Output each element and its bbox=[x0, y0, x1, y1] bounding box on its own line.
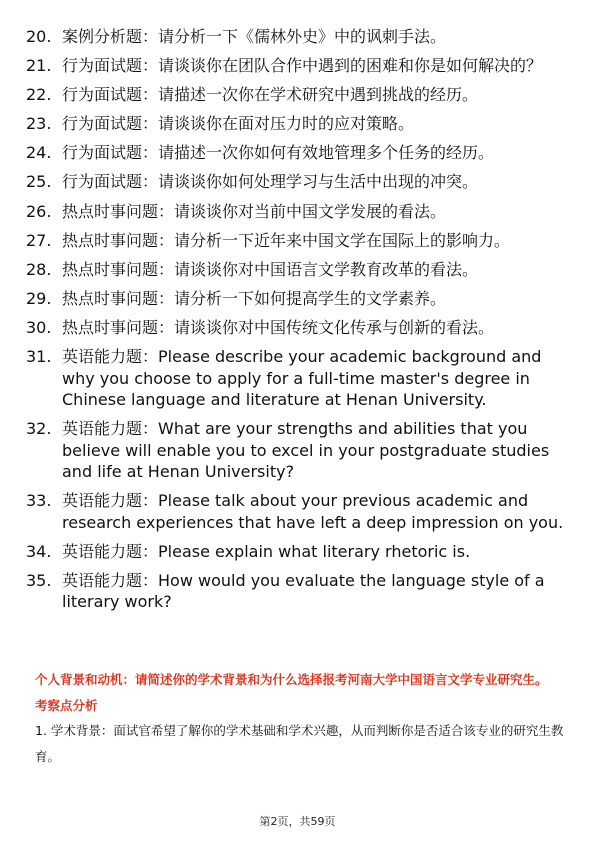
question-item bbox=[26, 171, 571, 193]
question-number: 23. bbox=[26, 114, 52, 134]
question-item bbox=[26, 346, 571, 411]
question-number: 21. bbox=[26, 56, 52, 76]
question-item bbox=[26, 84, 571, 106]
question-number: 25. bbox=[26, 172, 52, 192]
question-text: 行为面试题：请谈谈你在团队合作中遇到的困难和你是如何解决的？ bbox=[62, 56, 543, 76]
question-list bbox=[26, 26, 571, 621]
question-item bbox=[26, 541, 571, 563]
question-text: 热点时事问题：请分析一下如何提高学生的文学素养。 bbox=[62, 288, 447, 308]
question-item bbox=[26, 490, 571, 533]
question-text: 行为面试题：请描述一次你如何有效地管理多个任务的经历。 bbox=[62, 143, 495, 163]
section-subtitle: 考察点分析 bbox=[35, 698, 98, 713]
question-item bbox=[26, 55, 571, 77]
page-footer: 第2页，共59页 bbox=[259, 815, 336, 828]
question-number: 30. bbox=[26, 317, 52, 337]
question-item bbox=[26, 201, 571, 223]
question-number: 20. bbox=[26, 27, 52, 46]
question-text: 热点时事问题：请分析一下近年来中国文学在国际上的影响力。 bbox=[62, 230, 511, 250]
question-text: 英语能力题：Please describe your academic background and why you choose to apply for a full-time master's degree in Chinese language and literature at Henan University. bbox=[62, 347, 542, 410]
question-number: 22. bbox=[26, 85, 52, 105]
question-text: 行为面试题：请谈谈你如何处理学习与生活中出现的冲突。 bbox=[62, 172, 479, 192]
question-item bbox=[26, 317, 571, 339]
answer-section bbox=[35, 670, 571, 770]
question-number: 34. bbox=[26, 541, 52, 561]
question-text: 英语能力题：Please explain what literary rhetoric is. bbox=[62, 541, 471, 561]
question-number: 27. bbox=[26, 230, 52, 250]
question-item bbox=[26, 230, 571, 252]
section-paragraph: 1. 学术背景：面试官希望了解你的学术基础和学术兴趣，从而判断你是否适合该专业的研究生教育。 bbox=[35, 723, 564, 764]
question-number: 31. bbox=[26, 347, 52, 367]
question-text: 热点时事问题：请谈谈你对中国传统文化传承与创新的看法。 bbox=[62, 317, 495, 337]
question-item bbox=[26, 259, 571, 281]
question-item bbox=[26, 26, 571, 48]
question-text: 行为面试题：请谈谈你在面对压力时的应对策略。 bbox=[62, 114, 415, 134]
question-text: 英语能力题：How would you evaluate the language style of a literary work? bbox=[62, 570, 545, 612]
question-text: 行为面试题：请描述一次你在学术研究中遇到挑战的经历。 bbox=[62, 85, 479, 105]
question-text: 英语能力题：Please talk about your previous academic and research experiences that have left a deep impression on you. bbox=[62, 491, 564, 532]
question-text: 热点时事问题：请谈谈你对中国语言文学教育改革的看法。 bbox=[62, 259, 479, 279]
question-text: 热点时事问题：请谈谈你对当前中国文学发展的看法。 bbox=[62, 201, 447, 221]
question-number: 24. bbox=[26, 143, 52, 163]
question-item bbox=[26, 570, 571, 613]
question-number: 29. bbox=[26, 288, 52, 308]
question-number: 33. bbox=[26, 491, 52, 511]
section-title: 个人背景和动机：请简述你的学术背景和为什么选择报考河南大学中国语言文学专业研究生。 bbox=[35, 672, 548, 687]
question-item bbox=[26, 142, 571, 164]
question-text: 英语能力题：What are your strengths and abilities that you believe will enable you to excel in your postgraduate studies and life at Henan University? bbox=[62, 419, 550, 482]
question-item bbox=[26, 113, 571, 135]
question-number: 28. bbox=[26, 259, 52, 279]
question-item bbox=[26, 418, 571, 483]
question-number: 26. bbox=[26, 201, 52, 221]
question-number: 35. bbox=[26, 570, 52, 590]
question-item bbox=[26, 288, 571, 310]
question-text: 案例分析题：请分析一下《儒林外史》中的讽刺手法。 bbox=[62, 27, 447, 46]
question-number: 32. bbox=[26, 419, 52, 439]
